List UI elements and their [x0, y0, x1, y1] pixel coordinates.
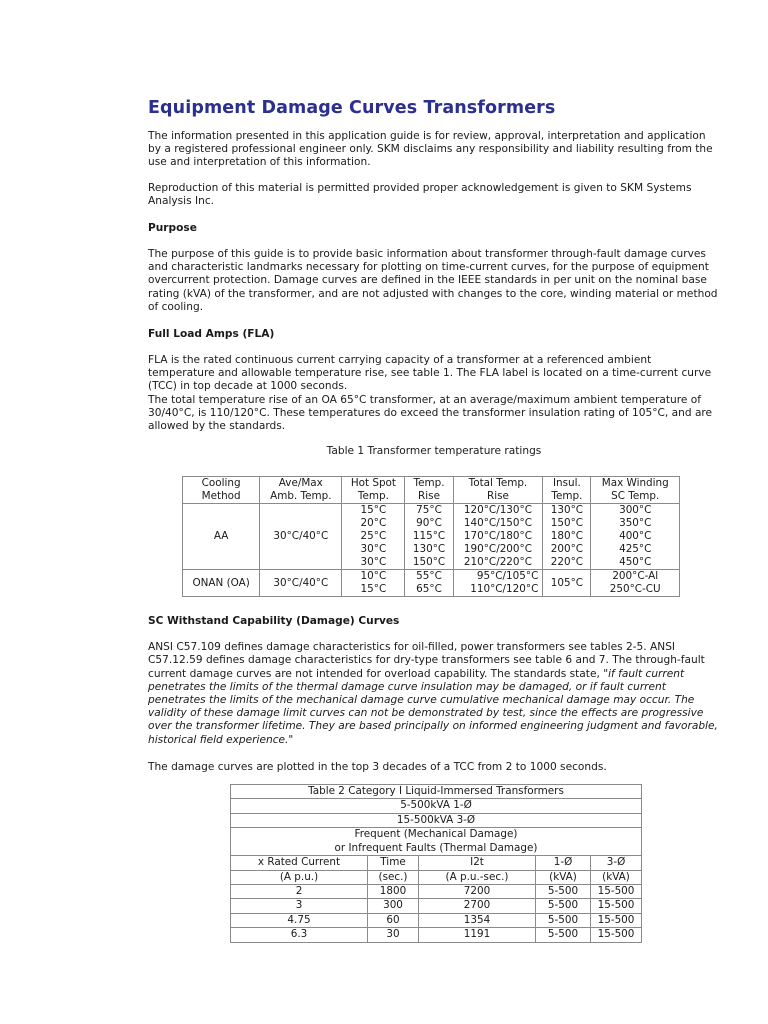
total-rise-cell: 140°C/150°C — [453, 517, 543, 530]
table-row — [231, 884, 642, 898]
temp-rise-cell: 90°C — [405, 517, 453, 530]
table1-header: Hot Spot Temp. — [342, 477, 405, 504]
total-rise-cell: 110°C/120°C — [453, 583, 543, 597]
table-cell: 5-500 — [536, 899, 591, 913]
table2-header: 3-Ø — [591, 856, 642, 870]
table-row — [231, 899, 642, 913]
table-cell: 15-500 — [591, 928, 642, 942]
fla-heading: Full Load Amps (FLA) — [148, 328, 275, 341]
table-cell: 4.75 — [231, 913, 368, 927]
max-winding-cell: 200°C-Al — [591, 570, 680, 584]
table-cell: 1191 — [419, 928, 536, 942]
purpose-heading: Purpose — [148, 222, 197, 235]
table-row — [231, 913, 642, 927]
intro-paragraph-1: The information presented in this application guide is for review, approval, interpretation and application by a registered professional engineer only. SKM disclaims any responsibility and liability resulting from the use and interpretation of this information. — [148, 130, 713, 169]
hot-spot-cell: 30°C — [342, 556, 405, 570]
table-cell: 3 — [231, 899, 368, 913]
table-cell: 15-500 — [591, 899, 642, 913]
insul-temp-cell: 220°C — [543, 556, 591, 570]
table-cell: 1354 — [419, 913, 536, 927]
table-cell: 5-500 — [536, 913, 591, 927]
temp-rise-cell: 55°C — [405, 570, 453, 584]
total-rise-cell: 120°C/130°C — [453, 504, 543, 518]
hot-spot-cell: 20°C — [342, 517, 405, 530]
table-cell: 1800 — [368, 884, 419, 898]
table-cell: 15-500 — [591, 884, 642, 898]
table-cell: 5-500 — [536, 884, 591, 898]
table2-subtitle-1: 5-500kVA 1-Ø — [231, 799, 642, 813]
max-winding-cell: 450°C — [591, 556, 680, 570]
temp-rise-cell: 75°C — [405, 504, 453, 518]
table-row — [183, 504, 680, 518]
table2-header-row — [231, 856, 642, 870]
table1-header: Insul. Temp. — [543, 477, 591, 504]
page-title: Equipment Damage Curves Transformers — [148, 98, 556, 118]
intro-paragraph-2: Reproduction of this material is permitted provided proper acknowledgement is given to SKM Systems Analysis Inc. — [148, 181, 692, 207]
table-cell: 2700 — [419, 899, 536, 913]
temperature-ratings-table — [182, 476, 680, 597]
table-cell: 7200 — [419, 884, 536, 898]
table-row — [183, 570, 680, 584]
table-cell: 15-500 — [591, 913, 642, 927]
table-cell: 6.3 — [231, 928, 368, 942]
max-winding-cell: 250°C-CU — [591, 583, 680, 597]
document-page — [148, 98, 720, 943]
insul-temp-cell: 200°C — [543, 543, 591, 556]
table2-header: I2t — [419, 856, 536, 870]
table-cell: 2 — [231, 884, 368, 898]
table-row — [231, 928, 642, 942]
table-cell: 60 — [368, 913, 419, 927]
table-cell: 5-500 — [536, 928, 591, 942]
insul-temp-cell: 150°C — [543, 517, 591, 530]
total-rise-cell: 190°C/200°C — [453, 543, 543, 556]
table2-unit: (kVA) — [536, 870, 591, 884]
table1-header: Ave/Max Amb. Temp. — [260, 477, 342, 504]
sc-paragraph-text: ANSI C57.109 defines damage characteristics for oil-filled, power transformers see tables 2-5. ANSI C57.12.59 defines damage characteristics for dry-type transformers see table 6 and 7. The through-fault current damage curves are not intended for overload capability. The standards state, " — [148, 641, 705, 680]
sc-paragraph — [148, 641, 720, 747]
fla-paragraph-1: FLA is the rated continuous current carrying capacity of a transformer at a referenced ambient temperature and allowable temperature rise, see table 1. The FLA label is located on a time-current curve (TCC) in top decade at 1000 seconds. — [148, 354, 712, 393]
table2-subtitle-3: Frequent (Mechanical Damage) or Infrequent Faults (Thermal Damage) — [231, 828, 642, 856]
purpose-paragraph: The purpose of this guide is to provide basic information about transformer through-fault damage curves and characteristic landmarks necessary for plotting on time-current curves, for the purpose of equipment overcurrent protection. Damage curves are defined in the IEEE standards in per unit on the nominal base rating (kVA) of the transformer, and are not adjusted with changes to the core, winding material or method of cooling. — [148, 248, 718, 313]
category-i-table — [230, 784, 642, 942]
ambient-temp-cell: 30°C/40°C — [260, 570, 342, 597]
hot-spot-cell: 15°C — [342, 583, 405, 597]
table-cell: 300 — [368, 899, 419, 913]
table1-header: Total Temp. Rise — [453, 477, 543, 504]
total-rise-cell: 210°C/220°C — [453, 556, 543, 570]
hot-spot-cell: 30°C — [342, 543, 405, 556]
cooling-method-cell: AA — [183, 504, 260, 570]
insul-temp-cell: 180°C — [543, 530, 591, 543]
table2-header: 1-Ø — [536, 856, 591, 870]
table-cell: 30 — [368, 928, 419, 942]
max-winding-cell: 300°C — [591, 504, 680, 518]
table2-unit: (kVA) — [591, 870, 642, 884]
fla-paragraph-2: The total temperature rise of an OA 65°C transformer, at an average/maximum ambient temperature of 30/40°C, is 110/120°C. These temperatures do exceed the transformer insulation rating of 105°C, and are allowed by the standards. — [148, 393, 713, 433]
table2-unit: (A p.u.-sec.) — [419, 870, 536, 884]
total-rise-cell: 95°C/105°C — [453, 570, 543, 584]
sc-standards-quote: if fault current penetrates the limits of the thermal damage curve insulation may be damaged, or if fault current penetrates the limits of the mechanical damage curve cumulative mechanical damage may occur. The validity of these damage limit curves can not be demonstrated by test, since the effects are progressive over the transformer lifetime. They are based principally on informed engineering judgment and favorable, historical field experience." — [148, 667, 718, 746]
sc-heading: SC Withstand Capability (Damage) Curves — [148, 615, 400, 628]
table1-header: Max Winding SC Temp. — [591, 477, 680, 504]
table2-header: x Rated Current — [231, 856, 368, 870]
table1-header: Cooling Method — [183, 477, 260, 504]
table2-header: Time — [368, 856, 419, 870]
max-winding-cell: 350°C — [591, 517, 680, 530]
max-winding-cell: 400°C — [591, 530, 680, 543]
table2-title: Table 2 Category I Liquid-Immersed Transformers — [231, 785, 642, 799]
temp-rise-cell: 65°C — [405, 583, 453, 597]
table2-units-row — [231, 870, 642, 884]
ambient-temp-cell: 30°C/40°C — [260, 504, 342, 570]
table2-unit: (sec.) — [368, 870, 419, 884]
hot-spot-cell: 10°C — [342, 570, 405, 584]
total-rise-cell: 170°C/180°C — [453, 530, 543, 543]
table2-subtitle-2: 15-500kVA 3-Ø — [231, 813, 642, 827]
temp-rise-cell: 130°C — [405, 543, 453, 556]
hot-spot-cell: 15°C — [342, 504, 405, 518]
table2-unit: (A p.u.) — [231, 870, 368, 884]
cooling-method-cell: ONAN (OA) — [183, 570, 260, 597]
max-winding-cell: 425°C — [591, 543, 680, 556]
hot-spot-cell: 25°C — [342, 530, 405, 543]
insul-temp-cell: 130°C — [543, 504, 591, 518]
temp-rise-cell: 150°C — [405, 556, 453, 570]
sc-paragraph-2: The damage curves are plotted in the top 3 decades of a TCC from 2 to 1000 seconds. — [148, 760, 607, 773]
table1-caption: Table 1 Transformer temperature ratings — [326, 445, 542, 458]
insul-temp-cell: 105°C — [543, 570, 591, 597]
table1-header-row — [183, 477, 680, 504]
table1-header: Temp. Rise — [405, 477, 453, 504]
temp-rise-cell: 115°C — [405, 530, 453, 543]
